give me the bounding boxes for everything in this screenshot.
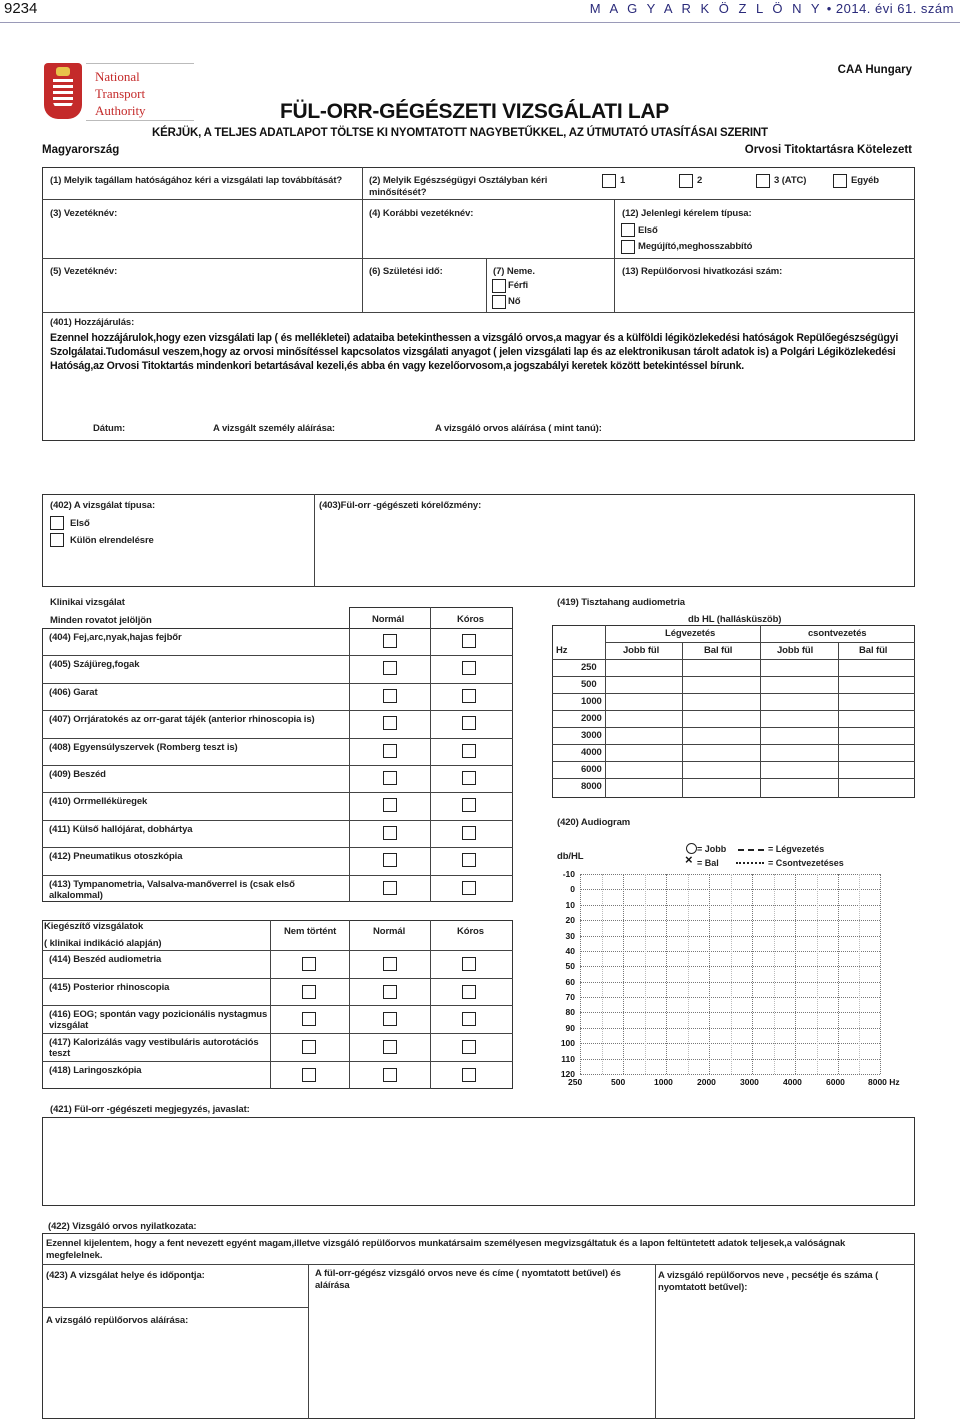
clinical-row-divider [42,710,513,711]
ame-name-label: A vizsgáló repülőorvos neve , pecsétje és száma ( nyomtatott betűvel): [658,1270,879,1293]
supplementary-title: Kiegészítő vizsgálatok [44,921,144,932]
audiogram-x-tick: 1000 [654,1077,673,1087]
first-application-label: Első [638,225,658,236]
supp-abnormal-checkbox[interactable] [462,1012,476,1026]
class-other-label: Egyéb [851,175,880,186]
clinical-abnormal-checkbox[interactable] [462,634,476,648]
audiogram-gridline-h [580,889,880,890]
audiogram-x-tick: 4000 [783,1077,802,1087]
clinical-abnormal-header: Kóros [457,614,484,625]
audiogram-x-tick: 500 [611,1077,626,1087]
clinical-row-label: (405) Szájüreg,fogak [49,659,140,670]
clinical-normal-checkbox[interactable] [383,744,397,758]
male-label: Férfi [508,280,529,291]
clinical-row-label: (413) Tympanometria, Valsalva-manőverrel is (csak első alkalommal) [49,879,295,901]
remarks-box[interactable] [42,1117,915,1206]
audiogram-gridline-minor [688,874,689,1074]
supp-normal-header: Normál [373,926,406,937]
audiogram-gridline-minor [817,874,818,1074]
audiogram-gridline-v [666,874,667,1074]
hz-header: Hz [556,645,568,656]
supp-notdone-checkbox[interactable] [302,957,316,971]
audiometry-frequency: 8000 [581,781,602,792]
clinical-row-label: (407) Orrjáratokés az orr-garat tájék (anterior rhinoscopia is) [49,714,315,725]
audiometry-frequency: 500 [581,679,597,690]
audiogram-gridline-h [580,997,880,998]
audiometry-title: (419) Tisztahang audiometria [557,597,685,608]
supp-notdone-checkbox[interactable] [302,1012,316,1026]
class-1-label: 1 [620,175,626,186]
audiogram-gridline-h [580,951,880,952]
caa-label: CAA Hungary [837,64,912,76]
logo-line-1: National [95,69,140,84]
clinical-normal-checkbox[interactable] [383,689,397,703]
class-2-label: 2 [697,175,703,186]
audiogram-gridline-h [580,1059,880,1060]
clinical-normal-header: Normál [372,614,405,625]
audiogram-gridline-minor [602,874,603,1074]
clinical-normal-checkbox[interactable] [383,881,397,895]
page-number: 9234 [4,0,38,17]
clinical-title: Klinikai vizsgálat [50,597,125,608]
exam-first-label: Első [70,518,90,529]
supp-abnormal-checkbox[interactable] [462,985,476,999]
audiogram-gridline-h [580,920,880,921]
audiogram-y-tick: -10 [562,869,575,879]
audiogram-gridline-v [795,874,796,1074]
ent-doctor-name-label: A fül-orr-gégész vizsgáló orvos neve és címe ( nyomtatott betűvel) és aláírása [315,1268,621,1291]
supp-notdone-header: Nem történt [284,926,337,937]
clinical-row-divider [42,738,513,739]
clinical-normal-checkbox[interactable] [383,853,397,867]
consent-label: (401) Hozzájárulás: [50,317,135,328]
supp-row-label: (418) Laringoszkópia [49,1065,142,1076]
audiogram-y-tick: 100 [560,1038,575,1048]
exam-special-checkbox[interactable] [50,533,64,547]
renewal-label: Megújító,meghosszabbító [638,241,753,252]
audiometry-row-divider [552,727,915,728]
audiogram-gridline-v [752,874,753,1074]
air-left-header: Bal fül [704,645,733,656]
audiogram-y-tick: 120 [560,1069,575,1079]
supp-abnormal-header: Kóros [457,926,484,937]
audiogram-gridline-h [580,966,880,967]
clinical-row-label: (404) Fej,arc,nyak,hajas fejbőr [49,632,182,643]
declaration-text: Ezennel kijelentem, hogy a fent nevezett egyént magam,illetve vizsgáló repülőorvos munkatársaim személyesen megvizsgáltatuk és a lapon feltüntetett adatok teljesek,a valóságnak megfelelnek. [46,1238,846,1261]
supp-normal-checkbox[interactable] [383,957,397,971]
clinical-abnormal-checkbox[interactable] [462,661,476,675]
supp-abnormal-checkbox[interactable] [462,1068,476,1082]
audiogram-gridline-v [623,874,624,1074]
audiogram-gridline-h [580,1074,880,1075]
audiometry-dbhl: db HL (hallásküszöb) [688,614,782,625]
legend-right: = Jobb [697,844,727,854]
male-checkbox[interactable] [492,279,506,293]
audiogram-y-tick: 60 [565,977,575,987]
audiometry-row-divider [552,693,915,694]
clinical-normal-checkbox[interactable] [383,798,397,812]
field-6-label: (6) Születési idő: [369,266,443,277]
header-separator: • [826,1,832,16]
audiometry-frequency: 250 [581,662,597,673]
audiogram-x-tick: 8000 Hz [868,1077,900,1087]
supp-notdone-checkbox[interactable] [302,985,316,999]
audiometry-frequency: 3000 [581,730,602,741]
audiogram-y-tick: 110 [561,1054,575,1064]
header-rule [0,22,960,23]
confidential-label: Orvosi Titoktartásra Kötelezett [744,144,912,156]
coat-of-arms-icon [44,63,82,119]
clinical-abnormal-checkbox[interactable] [462,881,476,895]
audiometry-row-divider [552,676,915,677]
supp-row-label: (415) Posterior rhinoscopia [49,982,170,993]
legend-left: = Bal [697,858,719,868]
audiogram-gridline-h [580,982,880,983]
clinical-row-divider [42,875,513,876]
audiogram-gridline-v [838,874,839,1074]
supp-row-label: (417) Kalorizálás vagy vestibuláris autorotációs teszt [49,1037,259,1059]
audiogram-gridline-h [580,874,880,875]
audiogram-y-tick: 30 [565,931,575,941]
clinical-normal-checkbox[interactable] [383,716,397,730]
legend-air: = Légvezetés [768,844,825,854]
audiogram-title: (420) Audiogram [557,817,631,828]
supp-row-label: (414) Beszéd audiometria [49,954,162,965]
field-3-label: (3) Vezetéknév: [50,208,118,219]
supp-row-label: (416) EOG; spontán vagy pozicionális nystagmus vizsgálat [49,1009,268,1031]
audiogram-y-tick: 70 [565,992,575,1002]
field-421-label: (421) Fül-orr -gégészeti megjegyzés, javaslat: [50,1104,250,1115]
clinical-row-divider [42,847,513,848]
audiogram-gridline-h [580,936,880,937]
field-423-label: (423) A vizsgálat helye és időpontja: [46,1270,205,1281]
supp-normal-checkbox[interactable] [383,1012,397,1026]
field-2-label: (2) Melyik Egészségügyi Osztályban kéri minősítését? [369,175,548,198]
clinical-row-label: (410) Orrmelléküregek [49,796,148,807]
audiogram-gridline-minor [774,874,775,1074]
air-right-header: Jobb fül [623,645,660,656]
class-2-checkbox[interactable] [679,174,693,188]
supp-row-divider [42,950,513,951]
clinical-row-label: (411) Külső hallójárat, dobhártya [49,824,193,835]
clinical-abnormal-checkbox[interactable] [462,716,476,730]
clinical-abnormal-checkbox[interactable] [462,771,476,785]
audiogram-ylabel: db/HL [557,851,584,862]
clinical-normal-checkbox[interactable] [383,661,397,675]
examinee-signature-label: A vizsgált személy aláírása: [213,423,335,434]
clinical-subtitle: Minden rovatot jelöljön [50,615,152,626]
audiogram-gridline-h [580,905,880,906]
clinical-abnormal-checkbox[interactable] [462,853,476,867]
publication-header [590,1,954,16]
supp-normal-checkbox[interactable] [383,1040,397,1054]
supp-abnormal-checkbox[interactable] [462,1040,476,1054]
ame-signature-label: A vizsgáló repülőorvos aláírása: [46,1315,189,1326]
supp-notdone-checkbox[interactable] [302,1068,316,1082]
form-instructions: KÉRJÜK, A TELJES ADATLAPOT TÖLTSE KI NYOMTATOTT NAGYBETŰKKEL, AZ ÚTMUTATÓ UTASÍTÁSAI SZERINT [152,127,768,139]
audiogram-gridline-minor [645,874,646,1074]
form-title: FÜL-ORR-GÉGÉSZETI VIZSGÁLATI LAP [280,100,670,123]
logo-line-2: Transport [95,86,146,101]
female-checkbox[interactable] [492,295,506,309]
clinical-normal-checkbox[interactable] [383,771,397,785]
supp-row-divider [42,978,513,979]
audiogram-y-tick: 10 [565,900,575,910]
clinical-row-label: (409) Beszéd [49,769,106,780]
audiogram-gridline-minor [859,874,860,1074]
bone-right-header: Jobb fül [777,645,814,656]
supp-notdone-checkbox[interactable] [302,1040,316,1054]
audiogram-gridline-h [580,1043,880,1044]
field-1-label: (1) Melyik tagállam hatóságához kéri a vizsgálati lap továbbítását? [50,175,343,186]
legend-bone: = Csontvezetéses [768,858,844,868]
clinical-row-label: (412) Pneumatikus otoszkópia [49,851,183,862]
class-1-checkbox[interactable] [602,174,616,188]
audiometry-row-divider [552,761,915,762]
exam-special-label: Külön elrendelésre [70,535,154,546]
class-other-checkbox[interactable] [833,174,847,188]
field-402-label: (402) A vizsgálat típusa: [50,500,156,511]
renewal-checkbox[interactable] [621,240,635,254]
country-label: Magyarország [42,144,120,156]
clinical-abnormal-checkbox[interactable] [462,744,476,758]
audiogram-gridline-v [580,874,581,1074]
audiogram-y-tick: 90 [565,1023,575,1033]
audiometry-frequency: 2000 [581,713,602,724]
clinical-row-divider [42,792,513,793]
audiogram-y-tick: 0 [570,884,575,894]
audiogram-y-tick: 50 [565,961,575,971]
personal-data-section [42,167,915,441]
left-ear-x-icon: × [685,852,693,867]
clinical-row-label: (406) Garat [49,687,98,698]
clinical-normal-checkbox[interactable] [383,826,397,840]
audiogram-gridline-h [580,1028,880,1029]
supp-abnormal-checkbox[interactable] [462,957,476,971]
class-3-label: 3 (ATC) [774,175,807,186]
publication-title: M A G Y A R K Ö Z L Ö N Y [589,1,823,16]
audiogram-gridline-minor [731,874,732,1074]
audiogram-y-tick: 40 [565,946,575,956]
exam-first-checkbox[interactable] [50,516,64,530]
field-13-label: (13) Repülőorvosi hivatkozási szám: [622,266,783,277]
field-12-label: (12) Jelenlegi kérelem típusa: [622,208,752,219]
logo-line-3: Authority [95,103,146,118]
issue-number: 2014. évi 61. szám [835,1,954,16]
clinical-row-divider [42,655,513,656]
audiogram-x-tick: 250 [568,1077,583,1087]
audiometry-row-divider [552,710,915,711]
authority-logo-text [95,68,146,119]
date-label: Dátum: [93,423,126,434]
audiometry-frequency: 4000 [581,747,602,758]
supp-row-divider [42,1005,513,1006]
female-label: Nő [508,296,521,307]
clinical-row-label: (408) Egyensúlyszervek (Romberg teszt is) [49,742,238,753]
supp-row-divider [42,1061,513,1062]
clinical-normal-checkbox[interactable] [383,634,397,648]
clinical-abnormal-checkbox[interactable] [462,689,476,703]
class-3-atc-checkbox[interactable] [756,174,770,188]
audiogram-x-tick: 6000 [826,1077,845,1087]
air-conduction-header: Légvezetés [665,628,716,639]
field-403-label: (403)Fül-orr -gégészeti kórelőzmény: [319,500,482,511]
audiogram-y-tick: 20 [565,915,575,925]
audiometry-frequency: 6000 [581,764,602,775]
audiogram-gridline-v [709,874,710,1074]
clinical-abnormal-checkbox[interactable] [462,798,476,812]
consent-text: Ezennel hozzájárulok,hogy ezen vizsgálati lap ( és mellékletei) adataiba betekinthessen a vizsgáló orvos,a magyar és a külföldi légiközlekedési hatóságok Repülőegészségügyi Szolgálatai.Tudomásul veszem,hogy az orvosi minősítéssel kapcsolatos vizsgálati anyagot ( jelen vizsgálati lap és az elektronikusan tárolt adatok is) a Polgári Légiközlekedési Hatóság,az Orvosi Titoktartás mindenkori betartásával kezeli,és abba én vagy kezelőorvosom,a jogszabályi keretek között betekintéssel bírunk. [50,332,899,372]
field-5-label: (5) Vezetéknév: [50,266,118,277]
clinical-row-divider [42,683,513,684]
field-422-label: (422) Vizsgáló orvos nyilatkozata: [48,1221,197,1232]
audiometry-frequency: 1000 [581,696,602,707]
audiogram-x-tick: 2000 [697,1077,716,1087]
audiometry-row-divider [552,778,915,779]
audiogram-x-tick: 3000 [740,1077,759,1087]
bone-conduction-line-icon [736,862,764,864]
audiometry-row-divider [552,744,915,745]
supp-row-divider [42,1033,513,1034]
audiogram-gridline-h [580,1012,880,1013]
first-application-checkbox[interactable] [621,223,635,237]
air-conduction-line-icon [738,849,764,851]
audiogram-y-tick: 80 [565,1007,575,1017]
field-4-label: (4) Korábbi vezetéknév: [369,208,474,219]
field-7-label: (7) Neme. [493,266,535,277]
clinical-abnormal-checkbox[interactable] [462,826,476,840]
clinical-row-divider [42,765,513,766]
audiogram-gridline-v [880,874,881,1074]
supplementary-subtitle: ( klinikai indikáció alapján) [44,938,162,949]
doctor-signature-label: A vizsgáló orvos aláírása ( mint tanú): [435,423,602,434]
supp-normal-checkbox[interactable] [383,1068,397,1082]
bone-conduction-header: csontvezetés [808,628,867,639]
supp-normal-checkbox[interactable] [383,985,397,999]
clinical-row-divider [42,820,513,821]
bone-left-header: Bal fül [859,645,888,656]
